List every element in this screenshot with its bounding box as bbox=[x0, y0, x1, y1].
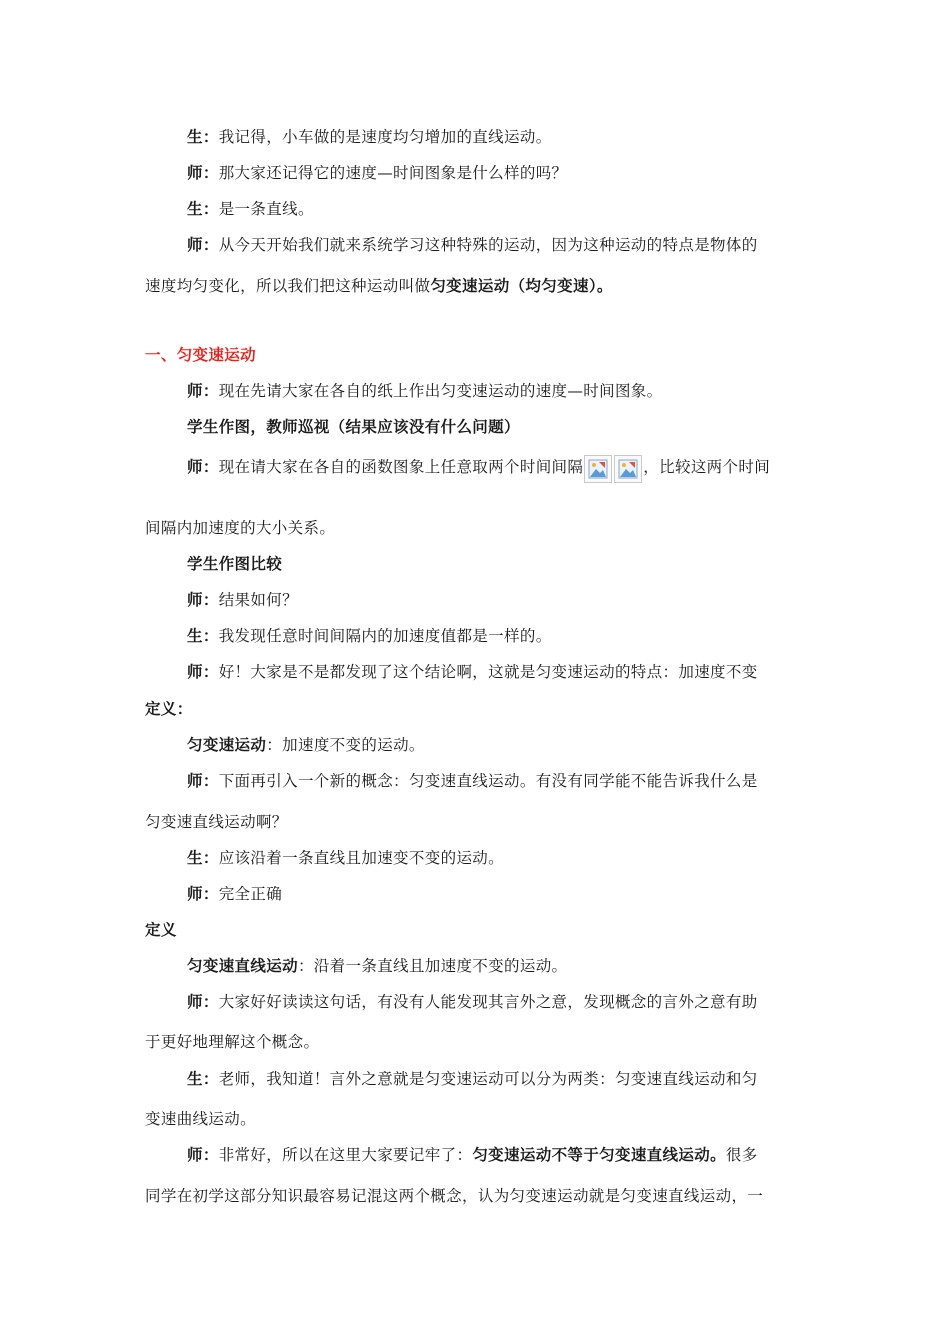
dialogue-text: 现在先请大家在各自的纸上作出匀变速运动的速度—时间图象。 bbox=[218, 382, 663, 400]
dialogue-line bbox=[187, 848, 504, 868]
bold-term: 匀变速运动（均匀变速）。 bbox=[430, 277, 613, 295]
broken-image-icon bbox=[614, 455, 642, 483]
dialogue-continuation bbox=[145, 1109, 256, 1129]
dialogue-text: 完全正确 bbox=[218, 885, 283, 903]
dialogue-line bbox=[187, 381, 663, 401]
speaker-label: 师： bbox=[187, 885, 219, 903]
speaker-label: 生： bbox=[187, 627, 219, 645]
dialogue-text: 变速曲线运动。 bbox=[145, 1110, 256, 1128]
definition-line bbox=[187, 735, 425, 755]
dialogue-text: 下面再引入一个新的概念：匀变速直线运动。有没有同学能不能告诉我什么是 bbox=[218, 772, 758, 790]
dialogue-text: 非常好，所以在这里大家要记牢了： bbox=[218, 1146, 473, 1164]
speaker-label: 生： bbox=[187, 128, 219, 146]
definition-line bbox=[187, 956, 567, 976]
dialogue-continuation bbox=[145, 518, 335, 538]
dialogue-continuation bbox=[145, 812, 288, 832]
definition-text: ：加速度不变的运动。 bbox=[266, 736, 425, 754]
dialogue-line bbox=[187, 884, 282, 904]
dialogue-line bbox=[187, 127, 552, 147]
dialogue-line bbox=[187, 1145, 758, 1165]
stage-direction bbox=[187, 554, 282, 574]
dialogue-line bbox=[187, 992, 758, 1012]
dialogue-text: 匀变速直线运动啊？ bbox=[145, 813, 288, 831]
dialogue-text: 结果如何？ bbox=[218, 591, 298, 609]
dialogue-continuation bbox=[145, 276, 613, 296]
dialogue-text: 速度均匀变化，所以我们把这种运动叫做 bbox=[145, 277, 431, 295]
dialogue-line bbox=[187, 771, 758, 791]
stage-direction bbox=[187, 417, 520, 437]
dialogue-text: 那大家还记得它的速度—时间图象是什么样的吗？ bbox=[218, 164, 568, 182]
dialogue-text: 从今天开始我们就来系统学习这种特殊的运动，因为这种运动的特点是物体的 bbox=[218, 236, 758, 254]
speaker-label: 师： bbox=[187, 458, 219, 476]
speaker-label: 生： bbox=[187, 849, 219, 867]
bold-term: 匀变速直线运动 bbox=[187, 957, 298, 975]
dialogue-continuation bbox=[145, 1032, 319, 1052]
definition-label: 定义 bbox=[145, 921, 177, 939]
definition-label: 定义： bbox=[145, 700, 193, 718]
dialogue-line bbox=[187, 626, 552, 646]
dialogue-text: 好！大家是不是都发现了这个结论啊，这就是匀变速运动的特点：加速度不变 bbox=[218, 663, 758, 681]
bold-text: 学生作图，教师巡视（结果应该没有什么问题） bbox=[187, 418, 520, 436]
dialogue-line bbox=[187, 662, 758, 682]
bold-text: 学生作图比较 bbox=[187, 555, 283, 573]
dialogue-text: 同学在初学这部分知识最容易记混这两个概念，认为匀变速运动就是匀变速直线运动，一 bbox=[145, 1187, 764, 1205]
speaker-label: 师： bbox=[187, 1146, 219, 1164]
bold-term: 匀变速运动 bbox=[187, 736, 267, 754]
speaker-label: 生： bbox=[187, 200, 219, 218]
speaker-label: 师： bbox=[187, 663, 219, 681]
dialogue-continuation bbox=[145, 1186, 763, 1206]
dialogue-text: 大家好好读读这句话，有没有人能发现其言外之意，发现概念的言外之意有助 bbox=[218, 993, 758, 1011]
speaker-label: 生： bbox=[187, 1070, 219, 1088]
dialogue-text: ，比较这两个时间 bbox=[643, 458, 771, 476]
dialogue-text: 我记得，小车做的是速度均匀增加的直线运动。 bbox=[218, 128, 552, 146]
dialogue-text: 老师，我知道！言外之意就是匀变速运动可以分为两类：匀变速直线运动和匀 bbox=[218, 1070, 758, 1088]
speaker-label: 师： bbox=[187, 772, 219, 790]
dialogue-line bbox=[187, 235, 805, 255]
broken-image-icon bbox=[584, 455, 612, 483]
speaker-label: 师： bbox=[187, 591, 219, 609]
speaker-label: 师： bbox=[187, 164, 219, 182]
section-heading: 一、匀变速运动 bbox=[145, 346, 256, 364]
dialogue-text: 很多 bbox=[725, 1146, 758, 1164]
dialogue-text: 是一条直线。 bbox=[218, 200, 314, 218]
dialogue-line bbox=[187, 590, 298, 610]
dialogue-text: 于更好地理解这个概念。 bbox=[145, 1033, 320, 1051]
speaker-label: 师： bbox=[187, 236, 219, 254]
speaker-label: 师： bbox=[187, 382, 219, 400]
speaker-label: 师： bbox=[187, 993, 219, 1011]
dialogue-text: 间隔内加速度的大小关系。 bbox=[145, 519, 336, 537]
definition-text: ：沿着一条直线且加速度不变的运动。 bbox=[297, 957, 568, 975]
dialogue-text: 我发现任意时间间隔内的加速度值都是一样的。 bbox=[218, 627, 552, 645]
dialogue-line bbox=[187, 1069, 758, 1089]
dialogue-line bbox=[187, 453, 770, 483]
bold-term: 匀变速运动不等于匀变速直线运动。 bbox=[472, 1146, 726, 1164]
dialogue-line bbox=[187, 163, 567, 183]
dialogue-line bbox=[187, 199, 314, 219]
dialogue-text: 现在请大家在各自的函数图象上任意取两个时间间隔 bbox=[218, 458, 584, 476]
dialogue-text: 应该沿着一条直线且加速变不变的运动。 bbox=[218, 849, 505, 867]
